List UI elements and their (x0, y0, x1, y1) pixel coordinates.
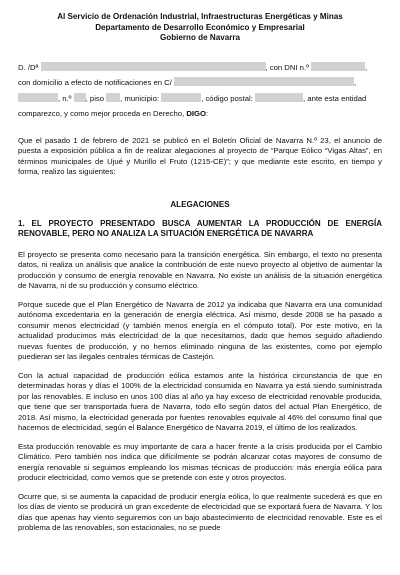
form-line-2 (18, 75, 382, 91)
label-entity: , ante esta entidad (303, 93, 367, 103)
form-line-1 (18, 60, 382, 76)
header-line-1: Al Servicio de Ordenación Industrial, Infraestructuras Energéticas y Minas (57, 12, 343, 21)
name-field[interactable] (41, 62, 266, 71)
letter-header (18, 12, 382, 44)
label-number: , n.º (58, 93, 72, 103)
dni-field[interactable] (311, 62, 368, 72)
paragraph-5: Ocurre que, si se aumenta la capacidad de producir energía eólica, lo que realmente sucederá es que en los días de viento se producirá un gran excedente de electricidad que se exportará fuera de Navarra. Y los días que apenas hay viento seguiremos con un bajo abastecimiento de electricidad renovable. Este es el problema de las renovables, son estacionales, no se puede (18, 491, 382, 533)
municipality-field[interactable] (161, 93, 201, 102)
section-1-title: 1. EL PROYECTO PRESENTADO BUSCA AUMENTAR LA PRODUCCIÓN DE ENERGÍA RENOVABLE, PERO NO ANALIZA LA SITUACIÓN ENERGÉTICA DE NAVARRA (18, 218, 382, 239)
comma: , (365, 62, 368, 72)
text-digo: DIGO (186, 109, 207, 119)
street-field[interactable] (18, 93, 58, 102)
header-line-2: Departamento de Desarrollo Económico y Empresarial (95, 22, 305, 32)
paragraph-2: Porque sucede que el Plan Energético de Navarra de 2012 ya indicaba que Navarra era una comunidad autónoma excedentaria en la generación de energía eléctrica. Así mismo, desde 2008 se ha pasado a consumir menos electricidad (y también menos energía en el cómputo total). Por este motivo, en la actualidad producimos más electricidad de la que necesitamos, dado que hemos seguido añadiendo nuevas fuentes de producción, y no hemos eliminado ninguna de las existentes, como por ejemplo puedieran ser las ilegales centrales térmicas de Castejón. (18, 299, 382, 362)
label-dni: , con DNI n.º (265, 62, 309, 72)
personal-data-form (18, 60, 382, 122)
comma: , (353, 78, 357, 88)
address-field[interactable] (174, 77, 357, 88)
paragraph-4: Esta producción renovable es muy importante de cara a hacer frente a la crisis producida por el Cambio Climático. Pero también nos indica que difícilmente se podrán alcanzar cotas mayores de consumo de energía renovable si seguimos empleando los mismas técnicas de producción: más energía eólica para producir electricidad, como vemos que se pretende con este y otros proyectos. (18, 441, 382, 483)
paragraph-3: Con la actual capacidad de producción eólica estamos ante la histórica circunstancia de que en determinadas horas y días el 100% de la electricidad consumida en Navarra ya está siendo suministrada por las renovables. E incluso en unos 100 días al año ya hay exceso de electricidad renovable producida, que tiene que ser transportada fuera de Navarra, todo ello según datos del actual Plan Energético, de 2018. Así mismo, la electricidad generada por fuentes renovables equivale al 46% del consumo final que hacemos de electricidad, según el Balance Energético de Navarra 2019, el último de los realizados. (18, 370, 382, 433)
number-field[interactable] (74, 93, 86, 102)
intro-paragraph: Que el pasado 1 de febrero de 2021 se publicó en el Boletín Oficial de Navarra N.º 23, el anuncio de puesta a exposición pública a fin de realizar alegaciones al proyecto de “Parque Eólico “Vigas Altas”, en términos municipales de Ujué y Murillo el Fruto (1215-CE)”; y que mediante este escrito, en tiempo y forma, realizo las siguientes: (18, 135, 382, 177)
label-name: D. /Dª (18, 62, 39, 72)
form-line-4 (18, 106, 382, 122)
paragraph-1: El proyecto se presenta como necesario para la transición energética. Sin embargo, el texto no presenta datos, ni realiza un análisis que analice la contribución de este nuevo proyecto al objetivo de aumentar la producción y consumo de energía renovable en Navarra. No existe un análisis de la situación energética de Navarra, ni de su producción y consumo eléctrico. (18, 249, 382, 291)
postal-code-field[interactable] (255, 93, 303, 102)
text-appear: comparezco, y como mejor proceda en Derecho, (18, 109, 185, 119)
label-municipality: , municipio: (120, 93, 160, 103)
label-address: con domicilio a efecto de notificaciones en C/ (18, 78, 172, 88)
colon: : (206, 109, 209, 119)
section-heading: ALEGACIONES (170, 199, 230, 209)
header-line-3: Gobierno de Navarra (159, 33, 241, 43)
label-floor: , piso (85, 93, 105, 103)
floor-field[interactable] (106, 93, 120, 102)
form-line-3 (18, 91, 382, 107)
label-postal-code: , código postal: (201, 93, 253, 103)
